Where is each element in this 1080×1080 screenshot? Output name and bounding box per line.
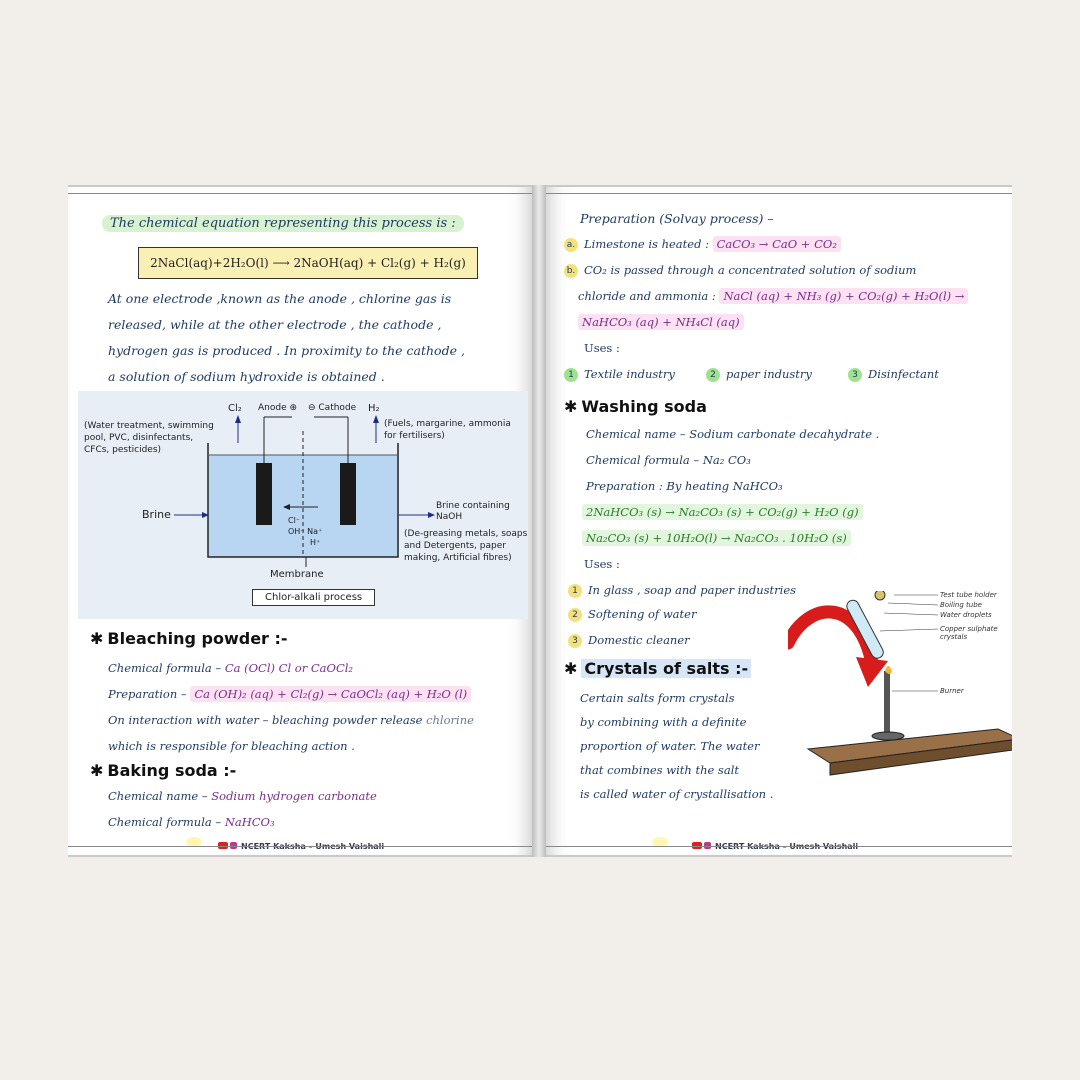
pointer-tube bbox=[888, 603, 938, 605]
solvay-use-3: 3 Disinfectant bbox=[848, 367, 939, 382]
paragraph-line-3: hydrogen gas is produced . In proximity to the cathode , bbox=[108, 343, 465, 358]
bleaching-heading: ✱ Bleaching powder :- bbox=[90, 629, 288, 648]
cathode-label: ⊖ Cathode bbox=[308, 403, 357, 413]
washing-prep: Preparation : By heating NaHCO₃ bbox=[586, 479, 783, 493]
baking-heading: ✱ Baking soda :- bbox=[90, 761, 237, 780]
brine-naoh-label-1: Brine containing bbox=[436, 501, 510, 511]
step-b-line-2: chloride and ammonia : NaCl (aq) + NH₃ (g) + CO₂(g) + H₂O(l) → bbox=[578, 289, 968, 303]
bottom-rule bbox=[546, 846, 1012, 847]
brine-label: Brine bbox=[142, 508, 171, 521]
paragraph-line-1: At one electrode ,known as the anode , chlorine gas is bbox=[108, 291, 452, 306]
ion-cl: Cl⁻ bbox=[288, 516, 301, 525]
cl2-uses-1: (Water treatment, swimming bbox=[84, 421, 214, 431]
apparatus-drawing bbox=[788, 591, 1012, 787]
label-burner: Burner bbox=[940, 687, 964, 695]
burner-base bbox=[872, 732, 904, 740]
solvay-title: Preparation (Solvay process) – bbox=[580, 211, 774, 226]
washing-eq-1: 2NaHCO₃ (s) → Na₂CO₃ (s) + CO₂(g) + H₂O (g) bbox=[582, 505, 863, 519]
membrane-label: Membrane bbox=[270, 569, 324, 580]
washing-heading: ✱ Washing soda bbox=[564, 397, 707, 416]
top-rule bbox=[68, 193, 532, 194]
cl2-arrow-icon bbox=[235, 415, 241, 423]
crystals-line-3: proportion of water. The water bbox=[580, 739, 760, 753]
red-arrow-head-icon bbox=[856, 657, 888, 687]
label-copper-sulphate: Copper sulphate crystals bbox=[940, 625, 998, 641]
ion-h: H⁺ bbox=[310, 538, 321, 547]
brine-naoh-label-2: NaOH bbox=[436, 512, 463, 522]
washing-use-3: 3 Domestic cleaner bbox=[568, 633, 690, 648]
crystals-line-4: that combines with the salt bbox=[580, 763, 739, 777]
burner-stem bbox=[884, 671, 890, 733]
crystals-line-5: is called water of crystallisation . bbox=[580, 787, 774, 801]
crystals-line-1: Certain salts form crystals bbox=[580, 691, 735, 705]
cl2-label: Cl₂ bbox=[228, 403, 242, 414]
anode-label: Anode ⊕ bbox=[258, 403, 298, 413]
pointer-droplets bbox=[884, 613, 938, 615]
test-tube-holder bbox=[875, 591, 885, 600]
bleaching-line-2: which is responsible for bleaching action . bbox=[108, 739, 355, 753]
chlor-alkali-diagram bbox=[78, 391, 528, 619]
pointer-crystals bbox=[880, 629, 938, 631]
equation-box: 2NaCl(aq)+2H₂O(l) ⟶ 2NaOH(aq) + Cl₂(g) + H₂(g) bbox=[138, 247, 478, 279]
bleaching-formula: Chemical formula – Ca (OCl) Cl or CaOCl₂ bbox=[108, 661, 354, 675]
cathode-electrode bbox=[340, 463, 356, 525]
label-boiling-tube: Boiling tube bbox=[940, 601, 982, 609]
solvay-use-2: 2 paper industry bbox=[706, 367, 812, 382]
bleaching-preparation: Preparation – Ca (OH)₂ (aq) + Cl₂(g) → CaOCl₂ (aq) + H₂O (l) bbox=[108, 687, 471, 701]
step-a: a. Limestone is heated : CaCO₃ → CaO + CO₂ bbox=[564, 237, 841, 252]
h2-uses-2: for fertilisers) bbox=[384, 431, 445, 441]
book-gutter bbox=[532, 185, 546, 857]
step-b-line-1: b. CO₂ is passed through a concentrated solution of sodium bbox=[564, 263, 916, 278]
heating-apparatus bbox=[788, 591, 1012, 787]
brine-solution bbox=[208, 455, 398, 557]
top-rule bbox=[546, 193, 1012, 194]
crystals-heading: ✱ Crystals of salts :- bbox=[564, 659, 751, 678]
cl2-uses-3: CFCs, pesticides) bbox=[84, 445, 162, 455]
naoh-uses-2: and Detergents, paper bbox=[404, 541, 506, 551]
anode-electrode bbox=[256, 463, 272, 525]
diagram-caption: Chlor-alkali process bbox=[252, 589, 375, 606]
washing-formula: Chemical formula – Na₂ CO₃ bbox=[586, 453, 751, 467]
paragraph-line-2: released, while at the other electrode , the cathode , bbox=[108, 317, 442, 332]
intro-text: The chemical equation representing this process is : bbox=[102, 215, 464, 232]
solvay-use-1: 1 Textile industry bbox=[564, 367, 675, 382]
solvay-uses-label: Uses : bbox=[584, 341, 620, 355]
label-water-droplets: Water droplets bbox=[940, 611, 992, 619]
crystals-line-2: by combining with a definite bbox=[580, 715, 747, 729]
washing-use-1: 1 In glass , soap and paper industries bbox=[568, 583, 796, 598]
naoh-uses-1: (De-greasing metals, soaps bbox=[404, 529, 528, 539]
baking-formula: Chemical formula – NaHCO₃ bbox=[108, 815, 275, 829]
bottom-rule bbox=[68, 846, 532, 847]
left-page bbox=[68, 185, 532, 857]
naoh-arrow-icon bbox=[428, 512, 435, 518]
h2-uses-1: (Fuels, margarine, ammonia bbox=[384, 419, 511, 429]
step-b-line-3: NaHCO₃ (aq) + NH₄Cl (aq) bbox=[578, 315, 744, 329]
washing-use-2: 2 Softening of water bbox=[568, 607, 696, 622]
h2-label: H₂ bbox=[368, 403, 380, 414]
washing-eq-2: Na₂CO₃ (s) + 10H₂O(l) → Na₂CO₃ . 10H₂O (s) bbox=[582, 531, 851, 545]
baking-name: Chemical name – Sodium hydrogen carbonate bbox=[108, 789, 377, 803]
bleaching-line-1: On interaction with water – bleaching powder release chlorine bbox=[108, 713, 474, 727]
cl2-uses-2: pool, PVC, disinfectants, bbox=[84, 433, 194, 443]
washing-name: Chemical name – Sodium carbonate decahydrate . bbox=[586, 427, 880, 441]
washing-uses-label: Uses : bbox=[584, 557, 620, 571]
h2-arrow-icon bbox=[373, 415, 379, 423]
label-holder: Test tube holder bbox=[940, 591, 997, 599]
ion-oh-na: OH⁻ Na⁺ bbox=[288, 527, 323, 536]
right-page bbox=[546, 185, 1012, 857]
paragraph-line-4: a solution of sodium hydroxide is obtained . bbox=[108, 369, 385, 384]
naoh-uses-3: making, Artificial fibres) bbox=[404, 553, 512, 563]
